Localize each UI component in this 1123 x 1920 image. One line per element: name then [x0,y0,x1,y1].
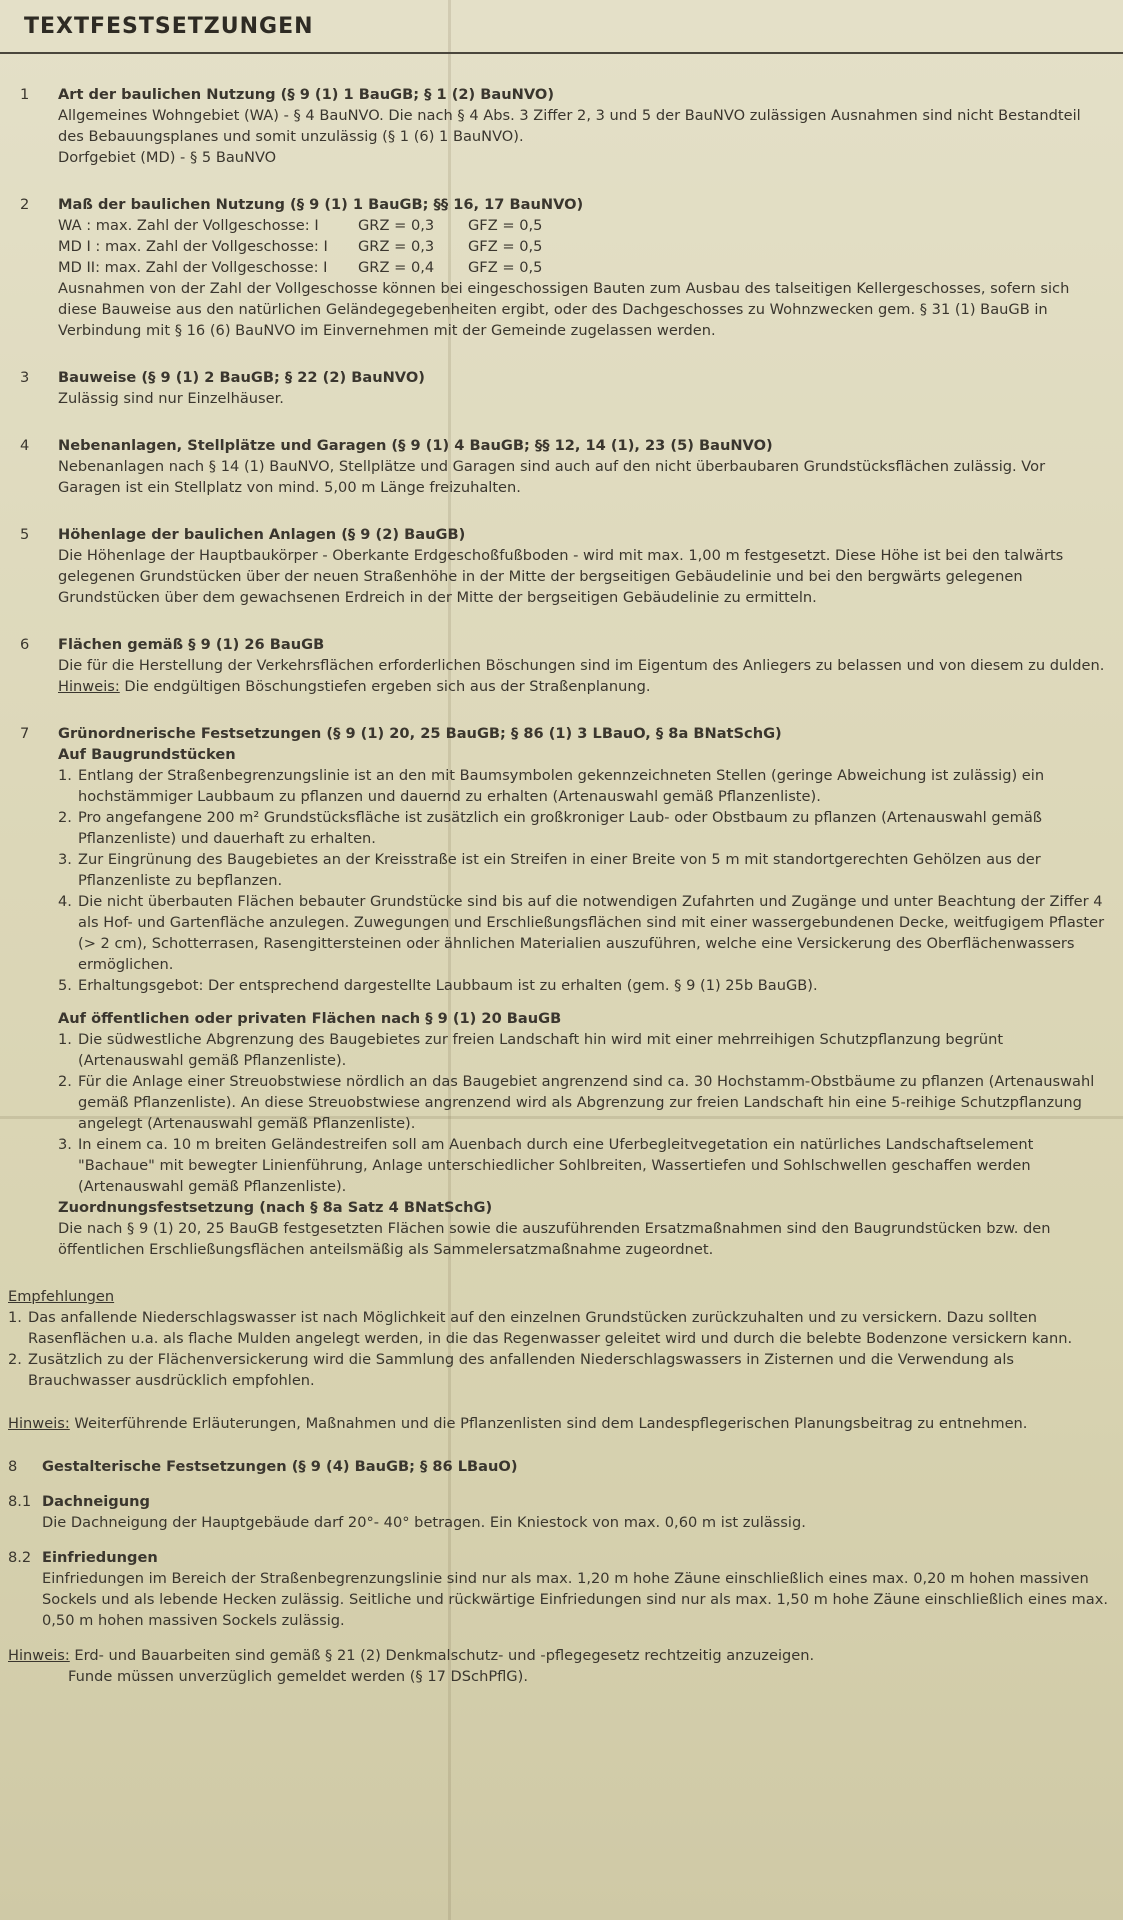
list-number: 3. [58,851,72,868]
section-text: Dorfgebiet (MD) - § 5 BauNVO [58,149,277,166]
section-5 [8,524,1108,608]
section-2 [8,194,1108,341]
section-text: Die Höhenlage der Hauptbaukörper - Oberkante Erdgeschoßfußboden - wird mit max. 1,00 m festgesetzt. Diese Höhe ist bei den talwärts gelegenen Grundstücken über der neuen Straßenhöhe in der Mitte der bergseitigen Gebäudelinie und bei den bergwärts gelegenen Grundstücken über dem gewachsenen Erdreich in der Mitte der bergseitigen Gebäudelinie zu ermitteln. [58,547,1064,606]
section-text: Allgemeines Wohngebiet (WA) - § 4 BauNVO. Die nach § 4 Abs. 3 Ziffer 2, 3 und 5 der BauNVO zulässigen Ausnahmen sind nicht Bestandteil des Bebauungsplanes und somit unzulässig (§ 1 (6) 1 BauNVO). [58,107,1081,145]
grz-value: GRZ = 0,4 [358,259,435,276]
usage-row [58,215,1108,236]
section-title: Gestalterische Festsetzungen (§ 9 (4) BauGB; § 86 LBauO) [42,1458,518,1475]
list-item [8,1307,1108,1349]
list-number: 2. [8,1351,22,1368]
hinweis-label: Hinweis: [8,1647,70,1664]
section-title: Höhenlage der baulichen Anlagen (§ 9 (2) BauGB) [58,526,466,543]
section-text: Ausnahmen von der Zahl der Vollgeschosse können bei eingeschossigen Bauten zum Ausbau des talseitigen Kellergeschosses, sofern sich diese Bauweise aus den natürlichen Geländegegebenheiten ergibt, oder des Dachgeschosses zu Wohnzwecken gem. § 31 (1) BauGB in Verbindung mit § 16 (6) BauNVO im Einvernehmen mit der Gemeinde zugelassen werden. [58,280,1070,339]
hinweis-text: Erd- und Bauarbeiten sind gemäß § 21 (2) Denkmalschutz- und -pflegegesetz rechtzeitig anzuzeigen. [69,1647,815,1664]
list-text: Die südwestliche Abgrenzung des Baugebietes zur freien Landschaft hin wird mit einer mehrreihigen Schutzpflanzung begrünt (Artenauswahl gemäß Pflanzenliste). [78,1031,1004,1069]
list-item [58,891,1108,975]
list-item [58,1029,1108,1071]
list-text: Das anfallende Niederschlagswasser ist nach Möglichkeit auf den einzelnen Grundstücken zurückzuhalten und zu versickern. Dazu sollten Rasenflächen u.a. als flache Mulden angelegt werden, in die das Regenwasser geleitet wird und durch die belebte Bodenzone versickern kann. [28,1309,1073,1347]
section-text: Zulässig sind nur Einzelhäuser. [58,390,284,407]
section-8-1 [8,1491,1108,1533]
section-6 [8,634,1108,697]
list-number: 2. [58,809,72,826]
gfz-value: GFZ = 0,5 [468,238,543,255]
list-number: 3. [58,1136,72,1153]
section-1 [8,84,1108,168]
list-item [58,1071,1108,1134]
section-number: 1 [20,86,30,103]
list-number: 4. [58,893,72,910]
section-text: Die Dachneigung der Hauptgebäude darf 20°- 40° betragen. Ein Kniestock von max. 0,60 m ist zulässig. [42,1514,806,1531]
hinweis-label: Hinweis: [58,678,120,695]
section-title: Maß der baulichen Nutzung (§ 9 (1) 1 BauGB; §§ 16, 17 BauNVO) [58,196,584,213]
list-text: Die nicht überbauten Flächen bebauter Grundstücke sind bis auf die notwendigen Zufahrten und Zugänge und unter Beachtung der Ziffer 4 als Hof- und Gartenfläche anzulegen. Zuwegungen und Erschließungsflächen sind mit einer wassergebundenen Decke, weitfugigem Pflaster (> 2 cm), Schotterrasen, Rasengittersteinen oder ähnlichen Materialien auszuführen, welche eine Versickerung des Oberflächenwassers ermöglichen. [78,893,1105,973]
section-title: Art der baulichen Nutzung (§ 9 (1) 1 BauGB; § 1 (2) BauNVO) [58,86,554,103]
hinweis-note [8,1413,1108,1434]
section-7 [8,723,1108,1260]
section-title: Einfriedungen [42,1549,158,1566]
list-item [58,849,1108,891]
hinweis-label: Hinweis: [8,1415,70,1432]
section-text: Die für die Herstellung der Verkehrsflächen erforderlichen Böschungen sind im Eigentum des Anliegers zu belassen und von diesem zu dulden. [58,657,1105,674]
section-title: Bauweise (§ 9 (1) 2 BauGB; § 22 (2) BauNVO) [58,369,425,386]
section-text: Die nach § 9 (1) 20, 25 BauGB festgesetzten Flächen sowie die auszuführenden Ersatzmaßnahmen sind den Baugrundstücken bzw. den öffentlichen Erschließungsflächen anteilsmäßig als Sammelersatzmaßnahme zugeordnet. [58,1220,1051,1258]
section-text: Nebenanlagen nach § 14 (1) BauNVO, Stellplätze und Garagen sind auch auf den nicht überbaubaren Grundstücksflächen zulässig. Vor Garagen ist ein Stellplatz von mind. 5,00 m Länge freizuhalten. [58,458,1046,496]
numbered-list [58,1029,1108,1197]
gfz-value: GFZ = 0,5 [468,259,543,276]
list-item [58,807,1108,849]
section-number: 3 [20,369,30,386]
section-number: 8.1 [8,1493,32,1510]
hinweis-note [8,1645,1108,1666]
list-item [58,975,1108,996]
usage-zone: MD II: max. Zahl der Vollgeschosse: I [58,259,328,276]
grz-value: GRZ = 0,3 [358,238,435,255]
section-title: Nebenanlagen, Stellplätze und Garagen (§ 9 (1) 4 BauGB; §§ 12, 14 (1), 23 (5) BauNVO) [58,437,773,454]
list-item [58,1134,1108,1197]
list-text: Zur Eingrünung des Baugebietes an der Kreisstraße ist ein Streifen in einer Breite von 5 m mit standortgerechten Gehölzen aus der Pflanzenliste zu bepflanzen. [78,851,1041,889]
section-number: 7 [20,725,30,742]
list-number: 1. [58,1031,72,1048]
hinweis-text: Weiterführende Erläuterungen, Maßnahmen und die Pflanzenlisten sind dem Landespflegerischen Planungsbeitrag zu entnehmen. [69,1415,1028,1432]
list-item [58,765,1108,807]
section-title: Dachneigung [42,1493,150,1510]
section-number: 2 [20,196,30,213]
list-item [8,1349,1108,1391]
list-number: 5. [58,977,72,994]
subsection-title: Zuordnungsfestsetzung (nach § 8a Satz 4 BNatSchG) [58,1199,493,1216]
list-number: 1. [8,1309,22,1326]
section-number: 4 [20,437,30,454]
list-text: Pro angefangene 200 m² Grundstücksfläche ist zusätzlich ein großkroniger Laub- oder Obstbaum zu pflanzen (Artenauswahl gemäß Pflanzenliste) und dauerhaft zu erhalten. [78,809,1042,847]
gfz-value: GFZ = 0,5 [468,217,543,234]
list-text: Zusätzlich zu der Flächenversickerung wird die Sammlung des anfallenden Niederschlagswassers in Zisternen und die Verwendung als Brauchwasser ausdrücklich empfohlen. [28,1351,1015,1389]
usage-row [58,236,1108,257]
section-number: 8 [8,1458,18,1475]
section-text: Einfriedungen im Bereich der Straßenbegrenzungslinie sind nur als max. 1,20 m hohe Zäune einschließlich eines max. 0,20 m hohen massiven Sockels und als lebende Hecken zulässig. Seitliche und rückwärtige Einfriedungen sind nur als max. 1,50 m hohe Zäune einschließlich eines max. 0,50 m hohen massiven Sockels zulässig. [42,1570,1108,1629]
list-text: Erhaltungsgebot: Der entsprechend dargestellte Laubbaum ist zu erhalten (gem. § 9 (1) 25b BauGB). [78,977,818,994]
subsection-title: Auf öffentlichen oder privaten Flächen nach § 9 (1) 20 BauGB [58,1010,562,1027]
section-number: 5 [20,526,30,543]
document-body [8,84,1108,1687]
hinweis-text: Die endgültigen Böschungstiefen ergeben sich aus der Straßenplanung. [119,678,651,695]
hinweis-note [58,676,1108,697]
subsection-title: Auf Baugrundstücken [58,746,236,763]
usage-row [58,257,1108,278]
list-text: Entlang der Straßenbegrenzungslinie ist an den mit Baumsymbolen gekennzeichneten Stellen (geringe Abweichung ist zulässig) ein hochstämmiger Laubbaum zu pflanzen und dauernd zu erhalten (Artenauswahl gemäß Pflanzenliste). [78,767,1045,805]
section-8 [8,1456,1108,1477]
grz-value: GRZ = 0,3 [358,217,435,234]
section-3 [8,367,1108,409]
section-4 [8,435,1108,498]
list-number: 1. [58,767,72,784]
numbered-list [8,1307,1108,1391]
section-title: Flächen gemäß § 9 (1) 26 BauGB [58,636,325,653]
section-8-2 [8,1547,1108,1631]
section-number: 8.2 [8,1549,32,1566]
usage-zone: MD I : max. Zahl der Vollgeschosse: I [58,238,328,255]
usage-zone: WA : max. Zahl der Vollgeschosse: I [58,217,319,234]
list-text: In einem ca. 10 m breiten Geländestreifen soll am Auenbach durch eine Uferbegleitvegetation ein natürliches Landschaftselement "Bachaue" mit bewegter Linienführung, Anlage unterschiedlicher Sohlbreiten, Wassertiefen und Sohlschwellen geschaffen werden (Artenauswahl gemäß Pflanzenliste). [78,1136,1034,1195]
hinweis-text-2: Funde müssen unverzüglich gemeldet werden (§ 17 DSchPflG). [68,1668,528,1685]
recommendations-title: Empfehlungen [8,1288,115,1305]
section-title: Grünordnerische Festsetzungen (§ 9 (1) 20, 25 BauGB; § 86 (1) 3 LBauO, § 8a BNatSchG) [58,725,782,742]
numbered-list [58,765,1108,996]
page-title: TEXTFESTSETZUNGEN [24,14,314,39]
final-hinweis [8,1645,1108,1687]
recommendations [8,1286,1108,1391]
section-number: 6 [20,636,30,653]
list-number: 2. [58,1073,72,1090]
page-header [0,0,1123,54]
list-text: Für die Anlage einer Streuobstwiese nördlich an das Baugebiet angrenzend sind ca. 30 Hochstamm-Obstbäume zu pflanzen (Artenauswahl gemäß Pflanzenliste). An diese Streuobstwiese angrenzend wird als Abgrenzung zur freien Landschaft hin eine 5-reihige Schutzpflanzung angelegt (Artenauswahl gemäß Pflanzenliste). [78,1073,1095,1132]
